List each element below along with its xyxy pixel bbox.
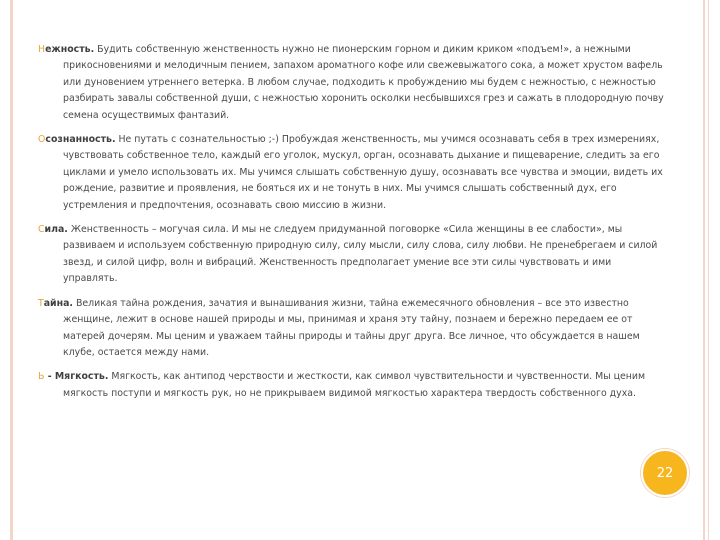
paragraph-text: Не путать с сознательностью ;-) Пробуждая женственность, мы учимся осознавать себя в трех измерениях, чувствовать собственное тело, каждый его уголок, мускул, орган, осознавать дыхание и пищеварение, следить за его циклами и умело использовать их. Мы учимся слышать собственную душу, осознавать все чувства и эмоции, видеть их рождение, развитие и проявления, не бояться их и не тонуть в них. Мы учимся слышать собственный дух, его устремления и предпочтения, осознавать свою миссию в жизни. bbox=[63, 134, 663, 211]
initial-letter: Ь bbox=[38, 371, 45, 383]
right-border-decoration bbox=[703, 0, 705, 540]
paragraph-text: Мягкость, как антипод черствости и жесткости, как символ чувствительности и чувственности. Мы ценим мягкость поступи и мягкость рук, но не прикрываем видимой мягкостью характера твердость собственного духа. bbox=[63, 371, 646, 399]
page-number-badge: 22 bbox=[641, 449, 689, 497]
paragraph-text: Женственность – могучая сила. И мы не следуем придуманной поговорке «Сила женщины в ее слабости», мы развиваем и используем собственную природную силу, силу мысли, силу слова, силу любви. Не пренебрегаем и силой звезд, и силой цифр, волн и вибраций. Женственность предполагает умение все эти силы чувствовать и ими управлять. bbox=[63, 224, 658, 285]
initial-letter: Н bbox=[38, 44, 46, 55]
paragraph-mystery bbox=[38, 296, 668, 362]
content-body bbox=[38, 42, 668, 410]
term-label: айна. bbox=[43, 297, 73, 309]
term-label: ила. bbox=[44, 224, 68, 236]
paragraph-strength bbox=[38, 222, 668, 288]
initial-letter: С bbox=[38, 224, 45, 236]
initial-letter: О bbox=[38, 134, 46, 146]
right-border-line bbox=[708, 0, 709, 540]
term-label: - Мягкость. bbox=[44, 371, 109, 383]
paragraph-softness bbox=[38, 369, 668, 402]
paragraph-text: Будить собственную женственность нужно не пионерским горном и диким криком «подъем!», а нежными прикосновениями и мелодичным пением, запахом ароматного кофе или свежевыжатого сока, а может хрустом вафель или дуновением утреннего ветерка. В любом случае, подходить к пробуждению мы будем с нежностью, с нежностью разбирать завалы собственной души, с нежностью хоронить осколки несбывшихся грез и сажать в плодородную почву семена осуществимых фантазий. bbox=[63, 44, 664, 121]
term-label: ежность. bbox=[45, 44, 95, 55]
paragraph-tenderness bbox=[38, 42, 668, 124]
left-border-decoration bbox=[10, 0, 13, 540]
paragraph-text: Великая тайна рождения, зачатия и вынашивания жизни, тайна ежемесячного обновления – все это известно женщине, лежит в основе нашей природы и мы, принимая и храня эту тайну, познаем и бережно передаем ее от матерей дочерям. Мы ценим и уважаем тайны природы и тайны друг друга. Все личное, что обсуждается в нашем клубе, остается между нами. bbox=[63, 297, 640, 358]
term-label: сознанность. bbox=[45, 134, 116, 146]
initial-letter: Т bbox=[38, 297, 44, 309]
paragraph-awareness bbox=[38, 132, 668, 214]
